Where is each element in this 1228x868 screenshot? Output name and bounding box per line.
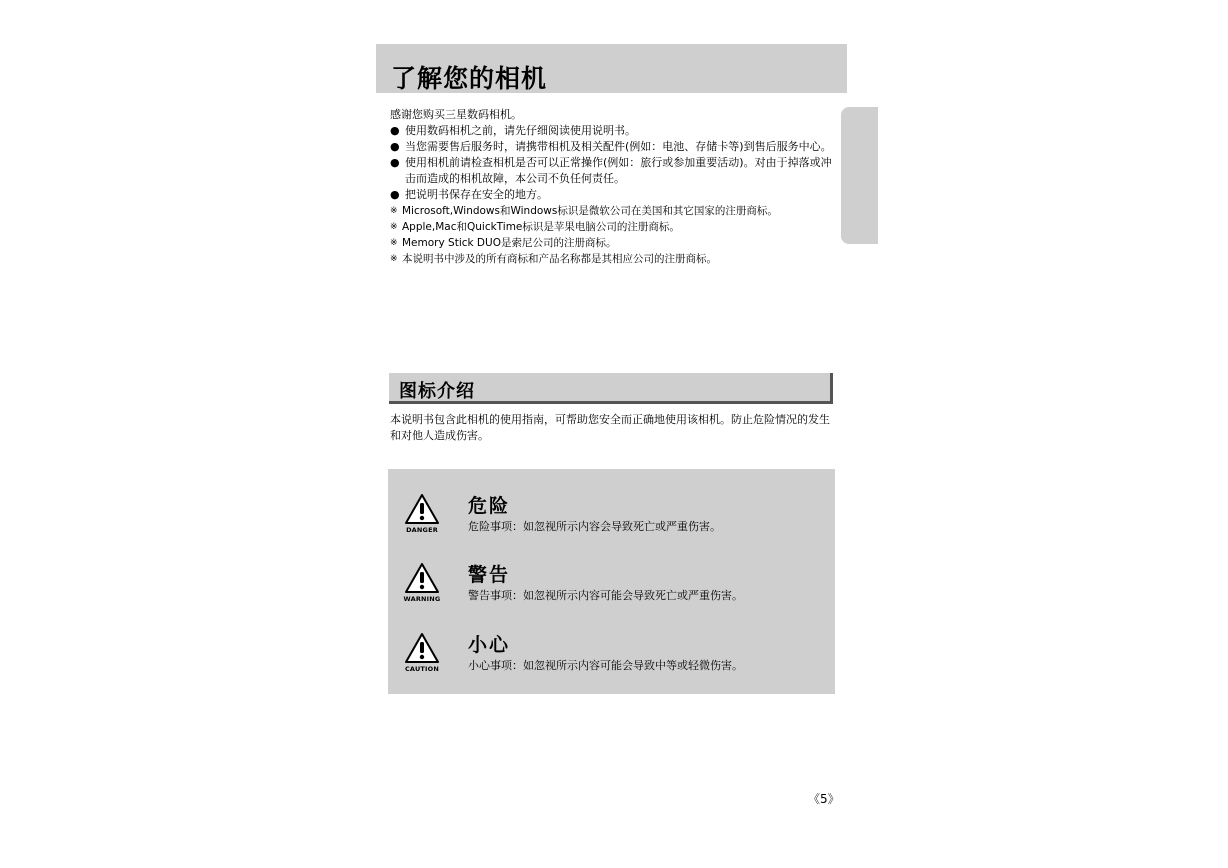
- icon-legend-panel: [388, 469, 835, 694]
- note-item: ※ Apple,Mac和QuickTime标识是苹果电脑公司的注册商标。: [390, 219, 835, 235]
- danger-warning-triangle-icon: [403, 493, 441, 534]
- icon-row-warning: [388, 560, 835, 620]
- trademark-notes: [390, 203, 835, 267]
- page-title-bar: [376, 44, 847, 93]
- row-title: 警告: [468, 564, 511, 586]
- icon-label: WARNING: [403, 595, 441, 603]
- note-item: ※ 本说明书中涉及的所有商标和产品名称都是其相应公司的注册商标。: [390, 251, 835, 267]
- row-title: 危险: [468, 495, 511, 517]
- intro-bullet-list: [390, 123, 835, 203]
- icon-label: CAUTION: [404, 665, 440, 673]
- page-title: 了解您的相机: [391, 64, 548, 93]
- row-title: 小心: [468, 634, 511, 656]
- section-title-bar: [389, 373, 833, 404]
- section-title: 图标介绍: [399, 381, 475, 402]
- caution-triangle-icon: [403, 632, 441, 673]
- icon-label: DANGER: [406, 526, 438, 534]
- page-number: 《5》: [808, 792, 840, 806]
- icon-row-caution: [388, 630, 835, 690]
- bullet-item: ● 当您需要售后服务时，请携带相机及相关配件(例如：电池、存储卡等)到售后服务中心。: [390, 139, 835, 155]
- note-item: ※ Microsoft,Windows和Windows标识是微软公司在美国和其它国家的注册商标。: [390, 203, 835, 219]
- warning-triangle-icon: [403, 562, 441, 603]
- section-description: 本说明书包含此相机的使用指南，可帮助您安全而正确地使用该相机。防止危险情况的发生和对他人造成伤害。: [390, 413, 830, 442]
- intro-block: [390, 107, 835, 267]
- bullet-item: ● 使用相机前请检查相机是否可以正常操作(例如：旅行或参加重要活动)。对由于掉落或冲击而造成的相机故障，本公司不负任何责任。: [390, 155, 835, 187]
- icon-row-danger: [388, 491, 835, 551]
- row-description: 小心事项：如忽视所示内容可能会导致中等或轻微伤害。: [468, 659, 743, 672]
- side-tab: [841, 107, 878, 244]
- row-description: 危险事项：如忽视所示内容会导致死亡或严重伤害。: [468, 520, 721, 533]
- row-description: 警告事项：如忽视所示内容可能会导致死亡或严重伤害。: [468, 589, 743, 602]
- note-item: ※ Memory Stick DUO是索尼公司的注册商标。: [390, 235, 835, 251]
- intro-thanks: 感谢您购买三星数码相机。: [390, 108, 522, 121]
- bullet-item: ● 使用数码相机之前，请先仔细阅读使用说明书。: [390, 123, 835, 139]
- bullet-item: ● 把说明书保存在安全的地方。: [390, 187, 835, 203]
